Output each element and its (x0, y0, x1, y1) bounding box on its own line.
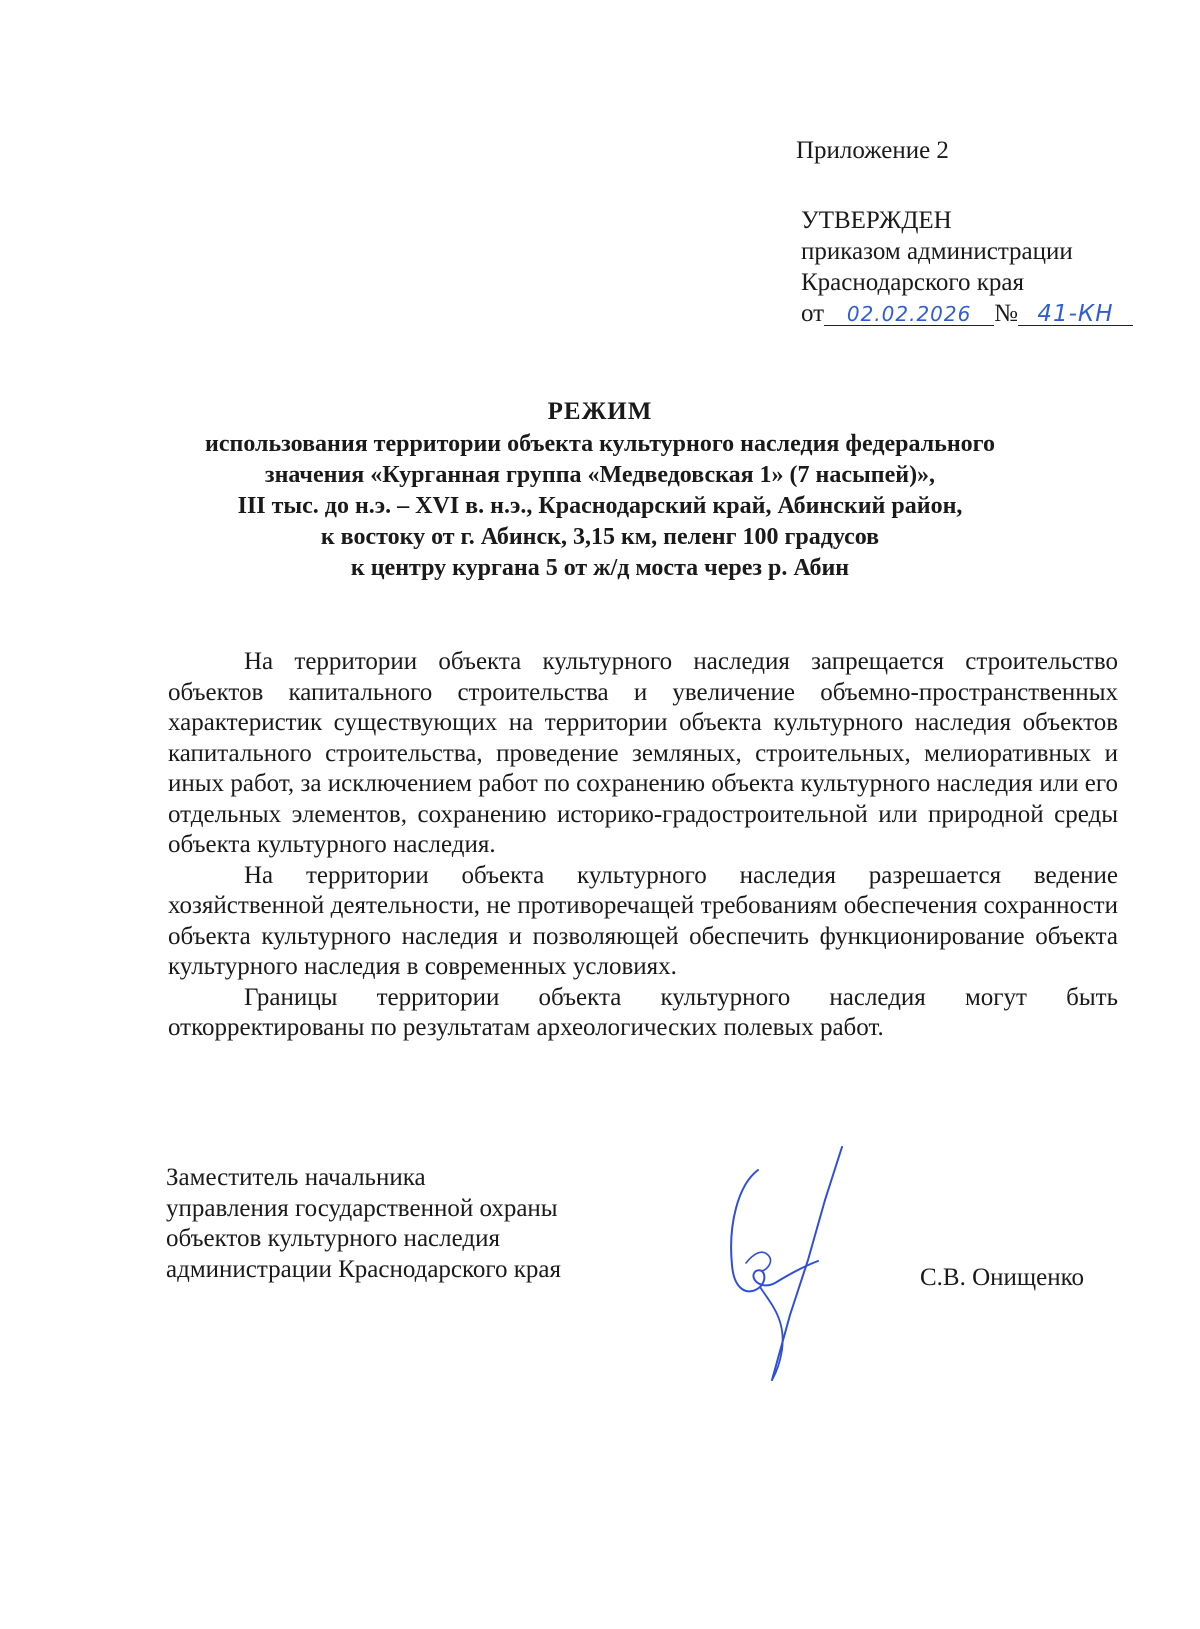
document-body (168, 647, 1118, 1044)
appendix-label: Приложение 2 (796, 137, 949, 164)
position-line-1: Заместитель начальника (166, 1164, 426, 1191)
body-paragraph-1: На территории объекта культурного наследия запрещается строительство объектов капитального строительства и увеличение объемно-пространственных характеристик существующих на территории объекта культурного наследия объектов капитального строительства, проведение земляных, строительных, мелиоративных и иных работ, за исключением работ по сохранению объекта культурного наследия или его отдельных элементов, сохранению историко-градостроительной или природной среды объекта культурного наследия. (168, 648, 1118, 858)
date-prefix: от (801, 300, 825, 327)
signer-name: С.В. Онищенко (920, 1264, 1085, 1291)
position-line-4: администрации Краснодарского края (166, 1255, 562, 1283)
signature-stroke-tail (760, 1287, 783, 1380)
title-line-1: использования территории объекта культурного наследия федерального (205, 431, 995, 457)
title-line-2: значения «Курганная группа «Медведовская 1» (7 насыпей)», (264, 462, 936, 488)
approval-stamp-block (801, 205, 1133, 329)
title-line-5: к центру кургана 5 от ж/д моста через р. Абин (350, 555, 850, 581)
position-line-2: управления государственной охраны (166, 1194, 558, 1222)
approved-label: УТВЕРЖДЕН (801, 207, 952, 234)
title-line-4: к востоку от г. Абинск, 3,15 км, пеленг 100 градусов (320, 524, 880, 550)
document-title-block (150, 396, 1050, 584)
approved-by-line-2: Краснодарского края (801, 269, 1024, 296)
signature-stroke-loop (731, 1170, 818, 1291)
position-line-3: объектов культурного наследия (166, 1225, 500, 1252)
document-title: РЕЖИМ (547, 398, 653, 425)
body-paragraph-3: Границы территории объекта культурного наследия могут быть откорректированы по результатам археологических полевых работ. (168, 983, 1118, 1041)
handwritten-order-number: 41-КН (1018, 303, 1133, 326)
handwritten-signature (720, 1145, 870, 1385)
approved-by-line-1: приказом администрации (801, 238, 1073, 265)
body-paragraph-2: На территории объекта культурного наследия разрешается ведение хозяйственной деятельности, не противоречащей требованиям обеспечения сохранности объекта культурного наследия и позволяющей обеспечить функционирование объекта культурного наследия в современных условиях. (168, 861, 1118, 980)
handwritten-date: 02.02.2026 (824, 303, 994, 326)
title-line-3: III тыс. до н.э. – XVI в. н.э., Краснодарский край, Абинский район, (237, 493, 963, 519)
number-prefix: № (994, 300, 1018, 327)
signatory-position (166, 1163, 561, 1285)
order-date-number-line (801, 298, 1133, 329)
signature-stroke-flourish (746, 1252, 770, 1271)
